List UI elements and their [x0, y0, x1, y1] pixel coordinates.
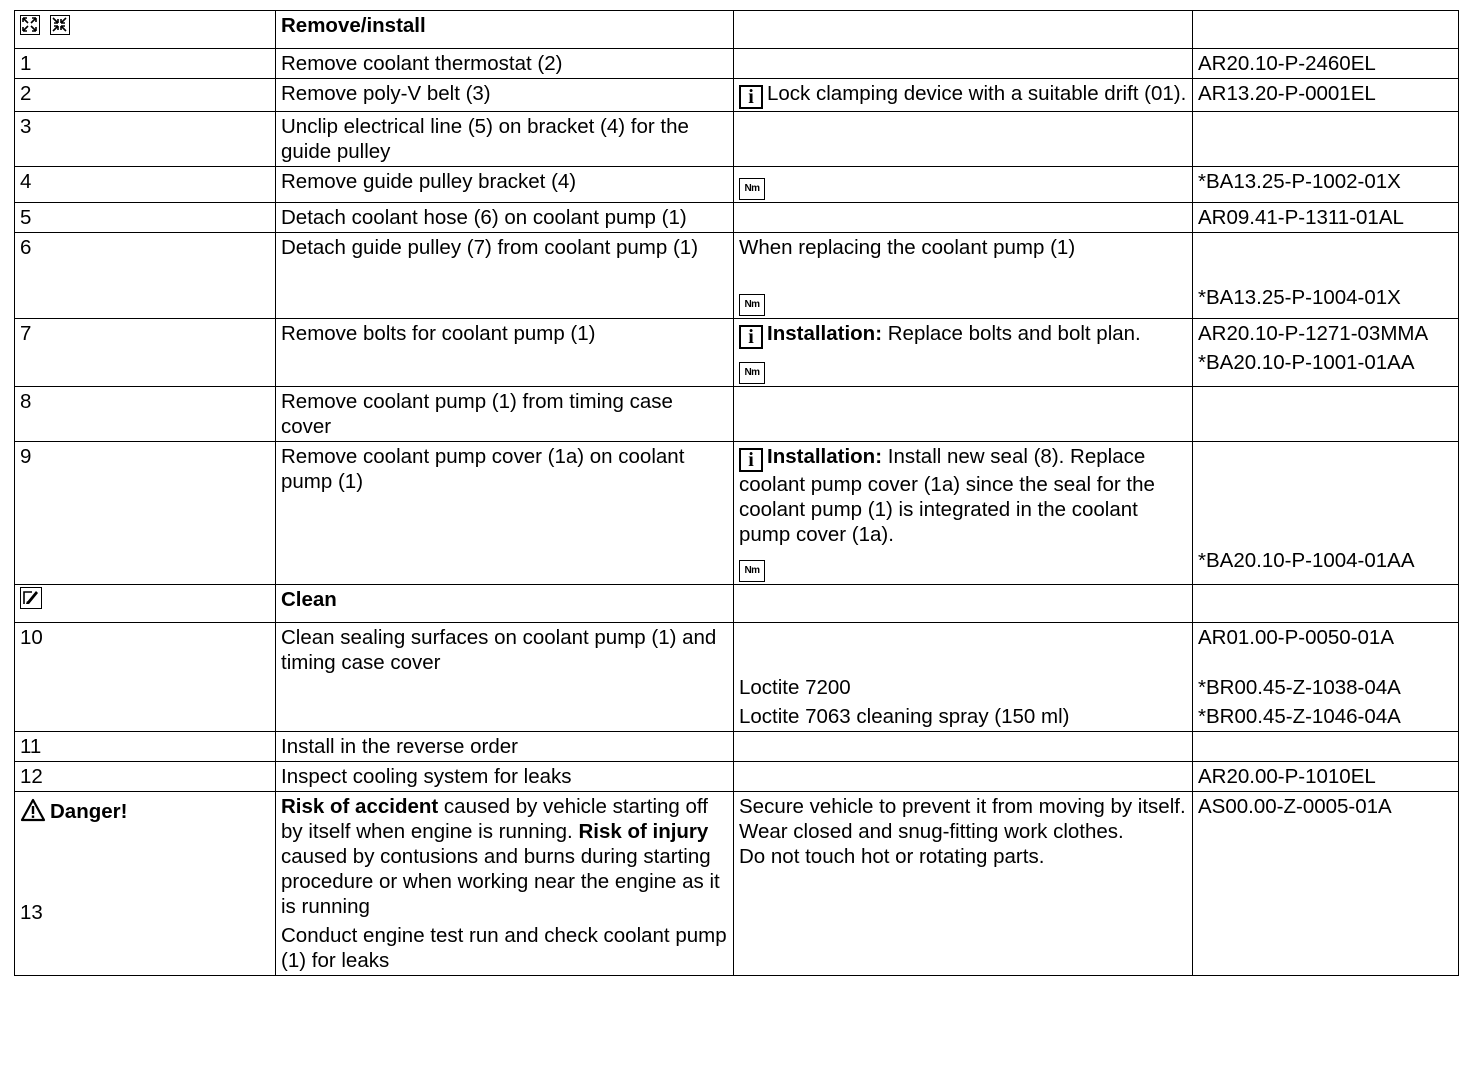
table-row [15, 112, 1459, 167]
table-row [15, 762, 1459, 792]
danger-measure: Secure vehicle to prevent it from moving by itself. [739, 795, 1186, 818]
reference-link[interactable]: AR13.20-P-0001EL [1193, 79, 1459, 112]
table-row-header [15, 11, 1459, 49]
reference-link[interactable]: AR20.10-P-2460EL [1193, 49, 1459, 79]
table-row [15, 623, 1459, 732]
table-row [15, 167, 1459, 203]
step-action: Install in the reverse order [276, 732, 734, 762]
header-icons-cell [15, 11, 276, 49]
step-number: 13 [20, 901, 43, 924]
step-action: Inspect cooling system for leaks [276, 762, 734, 792]
table-row-danger [15, 792, 1459, 976]
warning-triangle-icon [20, 798, 46, 828]
note-label: Installation: [767, 445, 883, 468]
note-text: Install new seal (8). Replace coolant pump cover (1a) since the seal for the coolant pump (1) is integrated in the coolant pump cover (1a). [739, 445, 1155, 546]
step-number: 4 [15, 167, 276, 203]
step-action: Remove bolts for coolant pump (1) [276, 319, 734, 387]
step-number: 11 [15, 732, 276, 762]
reference-link[interactable]: AR09.41-P-1311-01AL [1193, 203, 1459, 233]
info-icon: i [739, 325, 763, 349]
danger-measure: Wear closed and snug-fitting work clothes. [739, 820, 1124, 843]
step-action: Detach coolant hose (6) on coolant pump (1) [276, 203, 734, 233]
step-number: 3 [15, 112, 276, 167]
danger-measure: Do not touch hot or rotating parts. [739, 845, 1045, 868]
reference-link[interactable]: *BA13.25-P-1002-01X [1193, 167, 1459, 203]
step-action: Detach guide pulley (7) from coolant pump (1) [276, 233, 734, 319]
reference-link[interactable]: AR20.00-P-1010EL [1193, 762, 1459, 792]
step-number: 10 [15, 623, 276, 732]
step-action: Remove coolant thermostat (2) [276, 49, 734, 79]
danger-risk: Risk of accident caused by vehicle starting off by itself when engine is running. Risk of injury caused by contusions and burns during starting procedure or when working near the engine as it is running [281, 795, 720, 918]
reference-link[interactable]: *BA20.10-P-1001-01AA [1198, 351, 1415, 374]
torque-nm-icon[interactable]: Nm [739, 294, 765, 316]
torque-nm-icon[interactable]: Nm [739, 178, 765, 200]
step-action: Unclip electrical line (5) on bracket (4) for the guide pulley [276, 112, 734, 167]
torque-nm-icon[interactable]: Nm [739, 560, 765, 582]
expand-icon[interactable] [20, 15, 40, 35]
table-row [15, 732, 1459, 762]
reference-link[interactable]: *BR00.45-Z-1038-04A [1198, 676, 1401, 699]
reference-link[interactable]: AR01.00-P-0050-01A [1198, 626, 1395, 649]
reference-link[interactable]: *BA13.25-P-1004-01X [1198, 286, 1401, 309]
note-text: Replace bolts and bolt plan. [887, 322, 1141, 345]
table-row-section [15, 585, 1459, 623]
section-title: Remove/install [276, 11, 734, 49]
step-number: 5 [15, 203, 276, 233]
table-row [15, 442, 1459, 585]
step-number: 9 [15, 442, 276, 585]
note-label: Installation: [767, 322, 883, 345]
note-text: When replacing the coolant pump (1) [739, 236, 1076, 259]
reference-link[interactable]: *BA20.10-P-1004-01AA [1198, 549, 1415, 572]
reference-link[interactable]: AR20.10-P-1271-03MMA [1198, 322, 1429, 345]
material-item: Loctite 7063 cleaning spray (150 ml) [739, 705, 1070, 728]
table-row [15, 79, 1459, 112]
collapse-icon[interactable] [50, 15, 70, 35]
step-action: Clean sealing surfaces on coolant pump (1) and timing case cover [276, 623, 734, 732]
procedure-table [14, 10, 1459, 976]
step-note [734, 79, 1193, 112]
step-number: 7 [15, 319, 276, 387]
step-number: 6 [15, 233, 276, 319]
table-row [15, 319, 1459, 387]
step-action: Remove coolant pump (1) from timing case cover [276, 387, 734, 442]
table-row [15, 387, 1459, 442]
info-icon: i [739, 85, 763, 109]
step-action: Remove guide pulley bracket (4) [276, 167, 734, 203]
step-number: 1 [15, 49, 276, 79]
table-row [15, 203, 1459, 233]
step-action: Remove coolant pump cover (1a) on coolant pump (1) [276, 442, 734, 585]
torque-nm-icon[interactable]: Nm [739, 362, 765, 384]
section-title: Clean [276, 585, 734, 623]
table-row [15, 49, 1459, 79]
step-number: 12 [15, 762, 276, 792]
step-action: Conduct engine test run and check coolant pump (1) for leaks [281, 924, 727, 972]
step-action: Remove poly-V belt (3) [276, 79, 734, 112]
reference-link[interactable]: AS00.00-Z-0005-01A [1193, 792, 1459, 976]
clean-icon [20, 587, 42, 609]
material-item: Loctite 7200 [739, 676, 851, 699]
note-text: Lock clamping device with a suitable drift (01). [767, 82, 1187, 105]
step-number: 8 [15, 387, 276, 442]
table-row [15, 233, 1459, 319]
danger-label: Danger! [50, 800, 128, 823]
info-icon: i [739, 448, 763, 472]
reference-link[interactable]: *BR00.45-Z-1046-04A [1198, 705, 1401, 728]
step-number: 2 [15, 79, 276, 112]
